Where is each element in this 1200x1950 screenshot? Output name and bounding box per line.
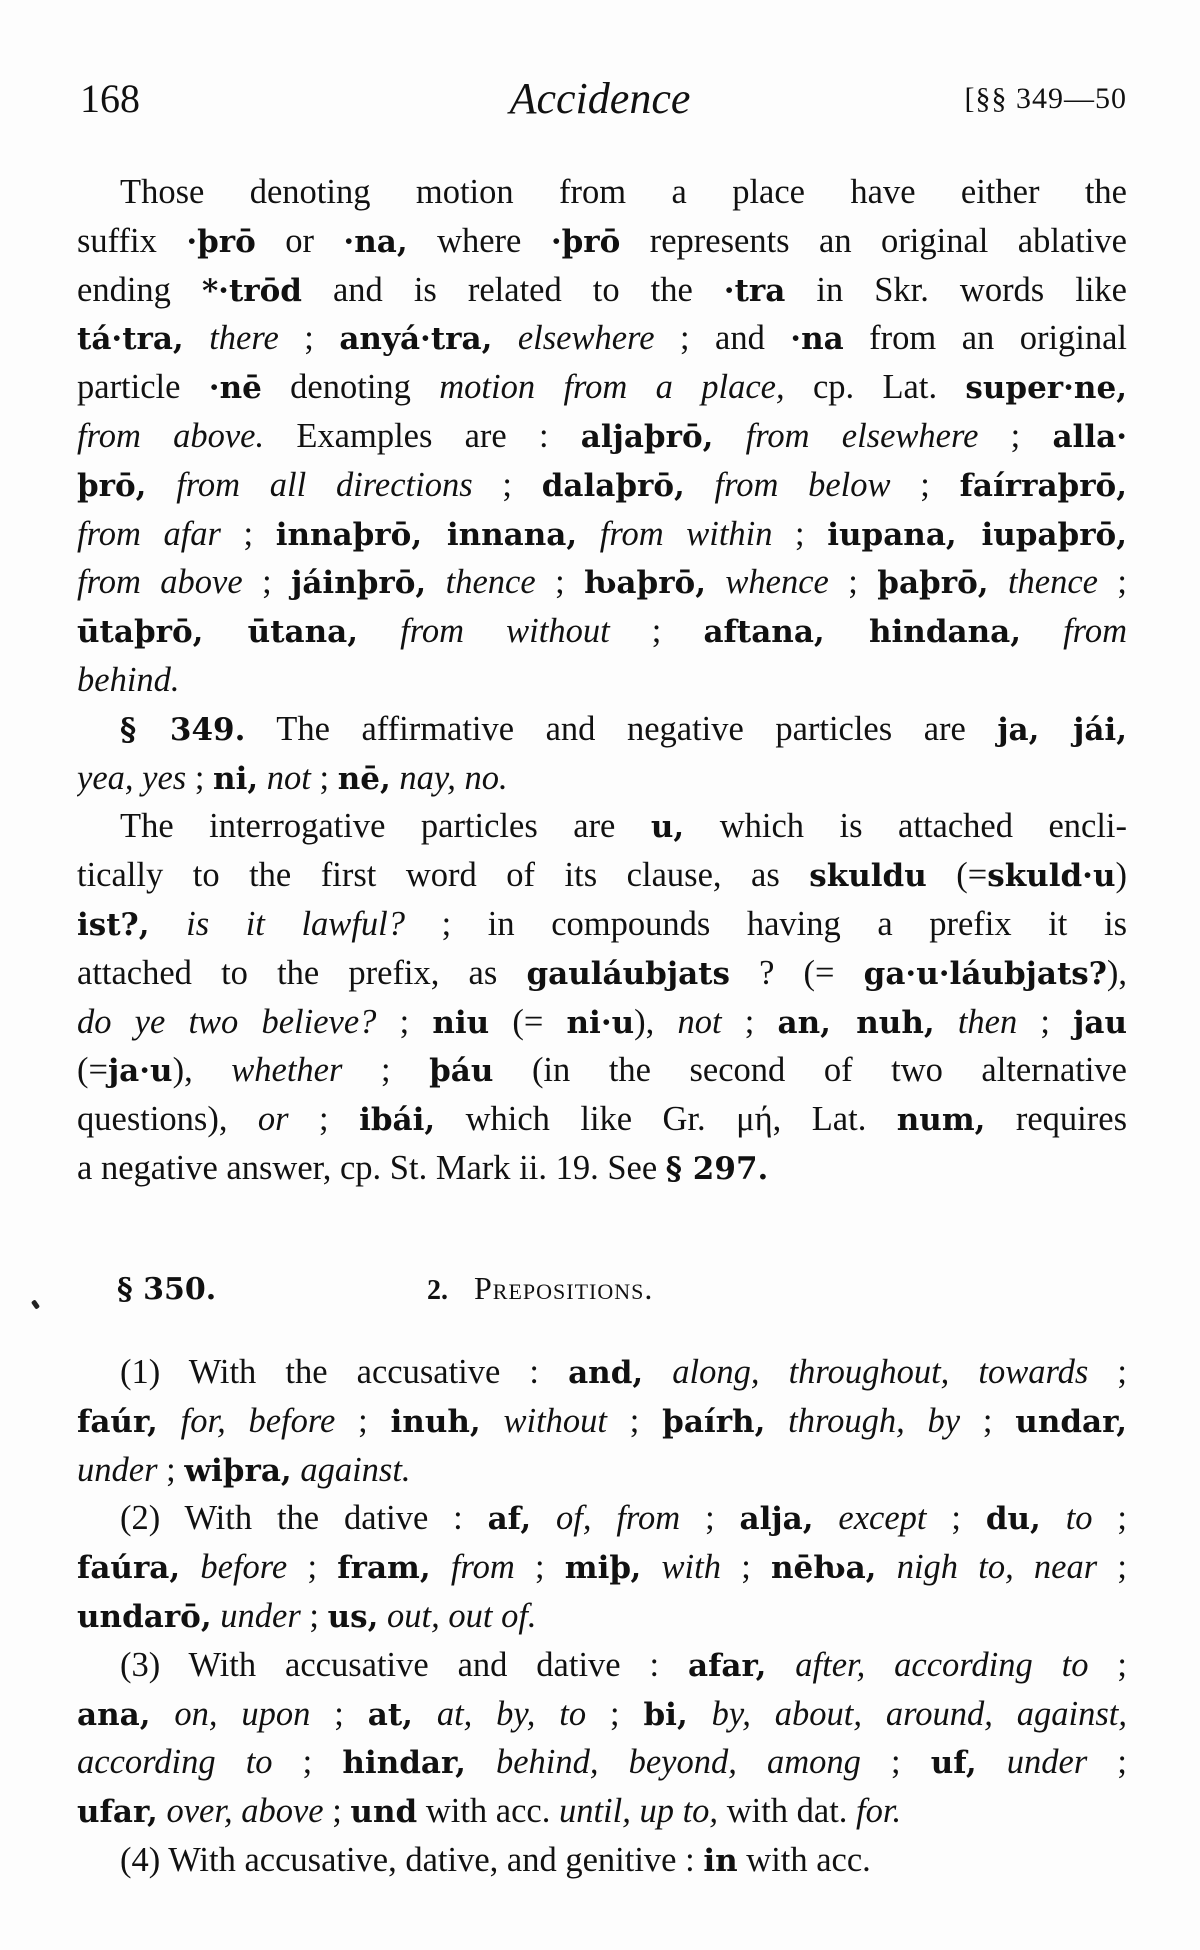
body-text: ; (1017, 1002, 1074, 1041)
section-350-heading (117, 1264, 654, 1312)
gloss: from below (684, 465, 891, 504)
interrogative-particles-paragraph (77, 802, 1127, 1192)
body-text: suffix (77, 221, 187, 260)
gloss: on, upon (150, 1694, 311, 1733)
body-text: ; (720, 1548, 771, 1587)
text-line (77, 558, 1127, 607)
gloss: for, before (157, 1401, 336, 1440)
gothic-term: jau (1073, 1004, 1127, 1041)
body-text: ), (1106, 953, 1127, 992)
text-line (77, 1397, 1127, 1446)
gloss: under (77, 1450, 158, 1489)
gothic-term: alja, (739, 1501, 814, 1538)
body-text: ; (721, 1002, 778, 1041)
text-line (77, 1046, 1127, 1095)
heading-title: Prepositions. (474, 1270, 654, 1306)
gloss: except (813, 1499, 927, 1538)
gloss: out, out of. (378, 1596, 537, 1635)
gloss: motion from a place, (439, 368, 785, 407)
gloss: then (934, 1002, 1018, 1041)
body-text: ; (272, 1743, 343, 1782)
gothic-term: ist?, (77, 906, 150, 943)
body-text: ) (1115, 856, 1127, 895)
body-text: represents an original ablative (620, 221, 1127, 260)
gothic-term: und (350, 1794, 418, 1831)
body-text: ; (287, 1548, 338, 1587)
text-line (77, 363, 1127, 412)
text-line (77, 998, 1127, 1047)
gothic-term: ƕaþrō, (584, 565, 706, 602)
body-text: which like Gr. μή, Lat. (435, 1100, 897, 1139)
gloss: against. (291, 1450, 411, 1489)
text-line (77, 217, 1127, 266)
text-line (77, 1690, 1127, 1739)
body-text: (4) With accusative, dative, and genitive : (120, 1840, 704, 1879)
gothic-term: wiþra, (184, 1452, 292, 1489)
gothic-term: niu (432, 1004, 490, 1041)
heading-number: 2. (427, 1275, 448, 1306)
gothic-term: af, (487, 1501, 532, 1538)
section-349-paragraph (77, 705, 1127, 803)
gothic-term: ana, (77, 1696, 151, 1733)
gothic-term: super·ne, (965, 370, 1127, 407)
gothic-term: ·þrō (186, 223, 256, 260)
gloss: over, above (157, 1792, 324, 1831)
gothic-term: miþ, (564, 1550, 642, 1587)
body-text: from an original (843, 319, 1127, 358)
body-text: ; in compounds having a prefix it is (405, 904, 1127, 943)
body-text: where (407, 221, 551, 260)
body-text: ; (1088, 1353, 1127, 1391)
gothic-term: nēƕa, (771, 1550, 877, 1587)
gloss: before (180, 1548, 288, 1587)
body-text: ; (978, 416, 1053, 455)
text-line (77, 705, 1127, 754)
gothic-term: ja, jái, (997, 711, 1127, 748)
gothic-term: fram, (337, 1550, 431, 1587)
text-line (77, 656, 1127, 705)
body-text: ; (860, 1743, 931, 1782)
gloss: under (211, 1596, 301, 1635)
gothic-term: bi, (643, 1696, 688, 1733)
gothic-term: undar, (1015, 1403, 1127, 1440)
body-text: ; (890, 465, 960, 504)
text-line (77, 949, 1127, 998)
gloss: from (1021, 612, 1127, 651)
body-text: ; (288, 1100, 360, 1139)
text-line (77, 510, 1127, 559)
body-text: Examples are : (264, 416, 581, 455)
body-text: ; (323, 1792, 351, 1831)
gothic-term: aftana, hindana, (703, 614, 1021, 651)
text-line (77, 1348, 1127, 1397)
gloss: from (430, 1548, 515, 1587)
body-text: in Skr. words like (785, 270, 1127, 309)
body-text: questions), (77, 1100, 228, 1139)
body-text: denoting (261, 368, 440, 407)
gothic-term: § 349. (120, 711, 246, 748)
gloss: at, by, to (412, 1694, 587, 1733)
body-text: particle (77, 368, 209, 407)
text-line (77, 900, 1127, 949)
gothic-term: faúra, (77, 1550, 181, 1587)
gothic-term: undarō, (77, 1598, 212, 1635)
gothic-term: uf, (930, 1745, 977, 1782)
text-line (77, 1836, 1127, 1885)
body-text: ? (= (729, 953, 864, 992)
gloss: is it lawful? (149, 904, 405, 943)
body-text: ; (310, 758, 338, 797)
text-line (77, 1494, 1127, 1543)
body-text: attached to the prefix, as (77, 953, 527, 992)
body-text: ; (680, 1499, 740, 1538)
gloss: from without (358, 612, 610, 651)
body-text: cp. Lat. (784, 368, 966, 407)
body-text: (= (926, 856, 988, 895)
text-line (77, 1738, 1127, 1787)
gothic-term: and, (568, 1355, 644, 1391)
text-line (77, 1095, 1127, 1144)
gloss: under (976, 1743, 1088, 1782)
text-line (77, 607, 1127, 656)
gothic-term: ni, (213, 760, 259, 797)
gloss: of, from (531, 1499, 681, 1538)
gloss: there (183, 319, 279, 358)
gothic-term: ibái, (359, 1102, 436, 1139)
gloss: from all directions (146, 465, 473, 504)
body-text: ; (310, 1694, 368, 1733)
gloss: behind. (77, 660, 180, 699)
body-text: ; (376, 1002, 433, 1041)
body-text: ; (1088, 1645, 1127, 1684)
body-text: which is attached encli- (684, 807, 1127, 846)
body-text: ; (926, 1499, 986, 1538)
gloss: from elsewhere (713, 416, 979, 455)
gloss: by, about, around, against, (687, 1694, 1127, 1733)
gothic-term: ufar, (77, 1794, 158, 1831)
gothic-term: innaþrō, innana, (275, 516, 578, 553)
body-text: The affirmative and negative particles are (245, 709, 998, 748)
body-text: (= (489, 1002, 567, 1041)
text-line (77, 802, 1127, 851)
body-text: ; (609, 612, 704, 651)
body-text: ; (342, 1051, 430, 1090)
gothic-term: dalaþrō, (541, 467, 685, 504)
gothic-term: inuh, (390, 1403, 481, 1440)
gloss: from within (577, 514, 773, 553)
body-text: ; (828, 563, 878, 602)
body-text: ; (300, 1596, 328, 1635)
gothic-term: iupana, iupaþrō, (827, 516, 1127, 553)
gothic-term: ·nē (208, 370, 262, 407)
text-line (77, 1641, 1127, 1690)
gloss: after, according to (766, 1645, 1089, 1684)
text-line (77, 1592, 1127, 1641)
text-line (77, 1787, 1127, 1836)
gloss: nay, no. (390, 758, 508, 797)
gothic-term: gauláubjats (526, 955, 730, 992)
body-text: (2) With the dative : (120, 1499, 488, 1538)
body-text: ; (278, 319, 340, 358)
gloss: for. (856, 1792, 902, 1831)
body-text: ; (242, 563, 292, 602)
gothic-term: ·þrō (550, 223, 621, 260)
gothic-term: ·na, (343, 223, 408, 260)
body-text: (in the second of two alternative (493, 1051, 1127, 1090)
body-text: ; (1097, 1548, 1127, 1587)
gloss: thence (988, 563, 1098, 602)
gothic-term: *·trōd (201, 272, 302, 309)
gothic-term: ga·u·láubjats? (863, 955, 1107, 992)
section-title (427, 1264, 653, 1315)
gothic-term: ·tra (723, 272, 786, 309)
gloss: elsewhere (492, 319, 655, 358)
gothic-term: hindar, (342, 1745, 466, 1782)
gloss: not (654, 1002, 722, 1041)
body-text: ; (186, 758, 214, 797)
body-text: ), (634, 1002, 655, 1041)
body-text: ; (472, 465, 542, 504)
gothic-term: ūtaþrō, ūtana, (77, 614, 359, 651)
body-text: (= (77, 1051, 108, 1090)
gothic-term: anyá·tra, (339, 321, 493, 358)
body-text: tically to the first word of its clause, as (77, 856, 810, 895)
text-line (77, 266, 1127, 315)
gothic-term: in (703, 1842, 738, 1879)
page-number: 168 (80, 76, 140, 121)
gloss: thence (426, 563, 536, 602)
gloss: through, by (765, 1401, 961, 1440)
body-text: with acc. (417, 1792, 559, 1831)
prepositions-list (77, 1348, 1127, 1885)
gloss: according to (77, 1743, 273, 1782)
body-text: requires (985, 1100, 1127, 1139)
gothic-term: alla· (1052, 418, 1127, 455)
text-line (77, 1446, 1127, 1495)
body-text: a negative answer, cp. St. Mark ii. 19. See (77, 1148, 666, 1187)
gloss: along, throughout, towards (643, 1353, 1089, 1391)
body-text: ; (514, 1548, 565, 1587)
section-range: [§§ 349—50 (964, 82, 1127, 115)
gloss: do ye two believe? (77, 1002, 377, 1041)
gothic-term: jáinþrō, (291, 565, 427, 602)
body-text: (1) With the accusative : (120, 1353, 569, 1391)
gothic-term: þáu (429, 1053, 494, 1090)
gloss: or (227, 1100, 289, 1139)
body-text: ; (535, 563, 585, 602)
body-text: ; and (654, 319, 791, 358)
body-text: ; (960, 1401, 1016, 1440)
text-line (77, 851, 1127, 900)
body-text: Those denoting motion from a place have either the (120, 173, 1127, 211)
gothic-term: ·na (790, 321, 844, 358)
gloss: until, up to, (558, 1792, 719, 1831)
gothic-term: num, (896, 1102, 986, 1139)
body-text: ; (1098, 563, 1127, 602)
gloss: from afar (77, 514, 221, 553)
section-number: § 350. (117, 1272, 217, 1307)
gothic-term: skuld·u (987, 858, 1116, 895)
gothic-term: þaírh, (662, 1403, 766, 1440)
gloss: nigh to, near (876, 1548, 1098, 1587)
body-text: ), (172, 1051, 193, 1090)
body-text: ; (1087, 1743, 1127, 1782)
gothic-term: an, nuh, (777, 1004, 935, 1041)
body-text: ; (157, 1450, 185, 1489)
text-line (77, 1543, 1127, 1592)
text-line (77, 412, 1127, 461)
stray-ink-mark (31, 1299, 40, 1309)
body-text: ; (607, 1401, 663, 1440)
gloss: yea, yes (77, 758, 187, 797)
text-line (77, 754, 1127, 803)
gothic-term: tá·tra, (77, 321, 184, 358)
gothic-term: ni·u (566, 1004, 635, 1041)
gothic-term: u, (650, 809, 685, 846)
text-line (77, 461, 1127, 510)
gloss: whence (706, 563, 829, 602)
text-line (77, 168, 1127, 217)
body-text: The interrogative particles are (120, 807, 651, 846)
body-text: ; (1092, 1499, 1127, 1538)
gothic-term: faúr, (77, 1403, 158, 1440)
gloss: behind, beyond, among (465, 1743, 861, 1782)
body-text: with acc. (737, 1840, 871, 1879)
gothic-term: at, (367, 1696, 413, 1733)
gloss: with (641, 1548, 721, 1587)
gothic-term: þrō, (77, 467, 147, 504)
gothic-term: du, (985, 1501, 1041, 1538)
gloss: without (480, 1401, 607, 1440)
gothic-term: skuldu (809, 858, 927, 895)
gothic-term: § 297. (665, 1150, 769, 1187)
text-line (77, 1144, 1127, 1193)
body-text: ; (772, 514, 828, 553)
gloss: whether (192, 1051, 343, 1090)
body-text: and is related to the (301, 270, 724, 309)
gloss: from above. (77, 416, 265, 455)
gothic-term: ja·u (107, 1053, 173, 1090)
body-text: or (255, 221, 344, 260)
body-text: ; (335, 1401, 391, 1440)
body-text: with dat. (718, 1792, 857, 1831)
running-title: Accidence (509, 74, 691, 123)
gothic-term: faírraþrō, (959, 467, 1127, 504)
gloss: to (1040, 1499, 1093, 1538)
adverbs-paragraph (77, 168, 1127, 705)
body-text: (3) With accusative and dative : (120, 1645, 688, 1684)
gothic-term: us, (327, 1598, 379, 1635)
gothic-term: nē, (337, 760, 391, 797)
gothic-term: afar, (688, 1647, 767, 1684)
gloss: not (258, 758, 311, 797)
gothic-term: þaþrō, (877, 565, 989, 602)
body-text: ending (77, 270, 202, 309)
text-line (77, 314, 1127, 363)
gothic-term: aljaþrō, (580, 418, 714, 455)
body-text: ; (586, 1694, 644, 1733)
body-text: ; (220, 514, 276, 553)
gloss: from above (77, 563, 243, 602)
